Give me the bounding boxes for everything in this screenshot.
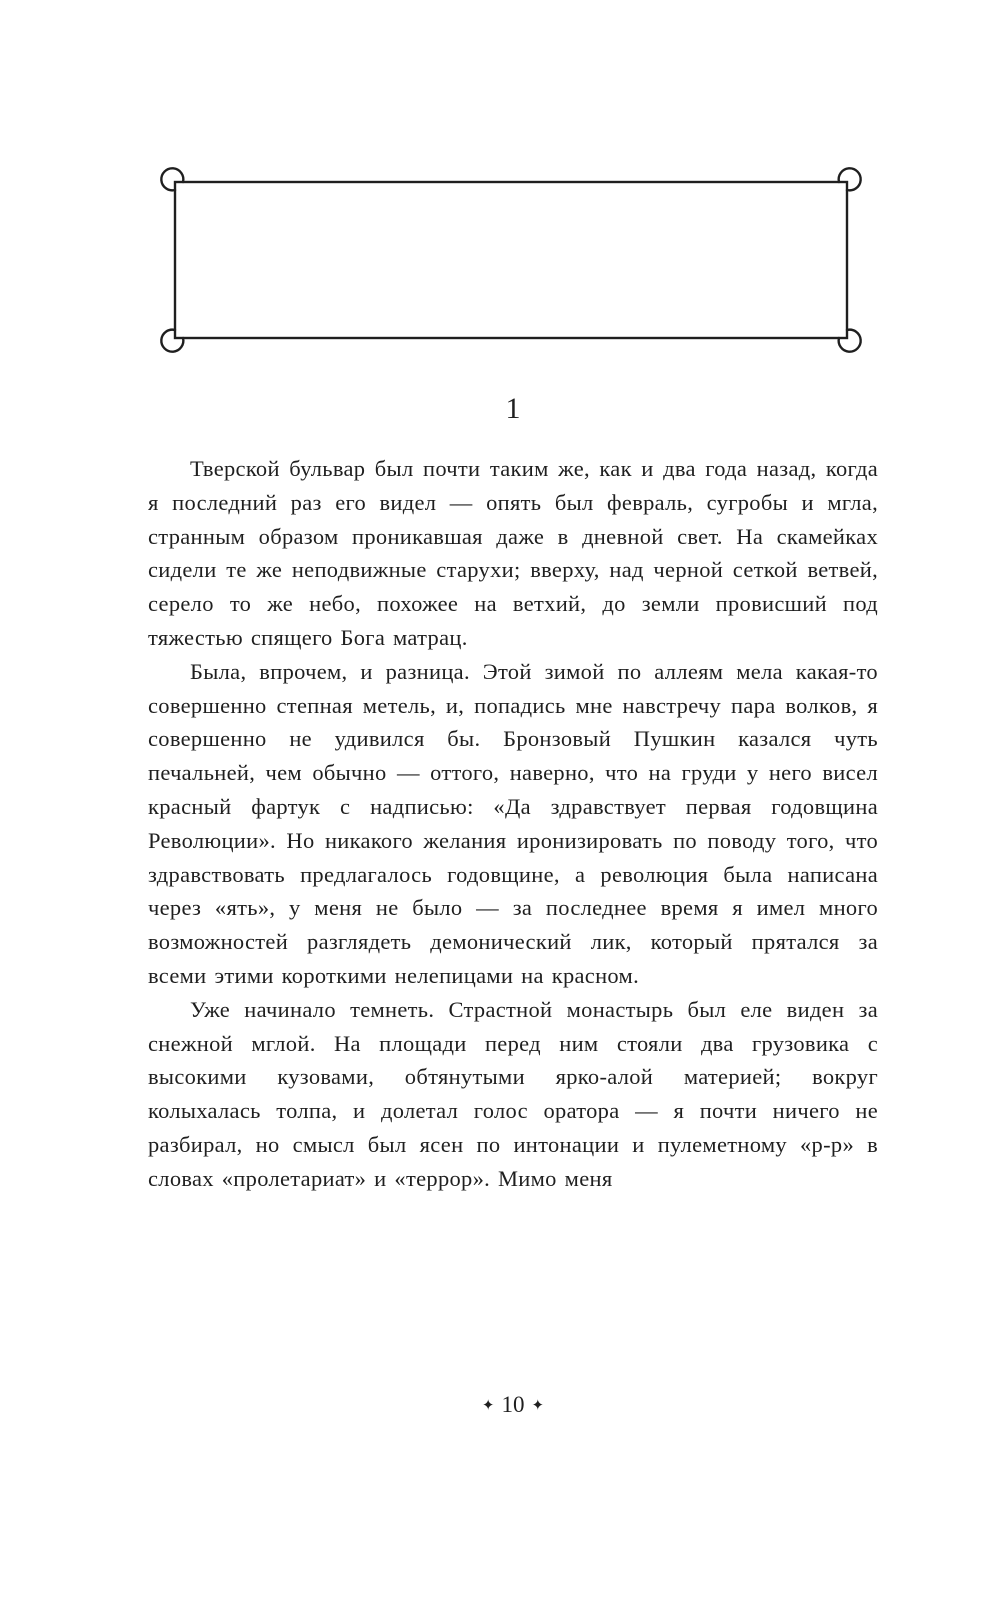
frame-corner-loop-top-left — [161, 168, 183, 190]
frame-corner-loop-top-right — [839, 168, 861, 190]
frame-corner-loop-bottom-left — [161, 330, 183, 352]
page-footer — [148, 1392, 878, 1418]
decorative-frame — [146, 154, 870, 364]
diamond-ornament-right-icon: ✦ — [531, 1398, 545, 1414]
page-number: 10 — [501, 1392, 525, 1417]
diamond-ornament-left-icon: ✦ — [481, 1398, 495, 1414]
frame-rectangle — [175, 182, 847, 338]
paragraph-1: Тверской бульвар был почти таким же, как и два года назад, когда я последний раз его видел — опять был февраль, сугробы и мгла, странным образом проникавшая даже в дневной свет. На скамейках сидели те же неподвижные старухи; вверху, над черной сеткой ветвей, серело то же небо, похожее на ветхий, до земли провисший под тяжестью спящего Бога матрац. — [148, 456, 878, 650]
text-block — [148, 452, 878, 1196]
chapter-number: 1 — [505, 392, 521, 425]
paragraph-2: Была, впрочем, и разница. Этой зимой по аллеям мела какая-то совершенно степная метель, и, попадись мне навстречу пара волков, я совершенно не удивился бы. Бронзовый Пушкин казался чуть печальней, чем обычно — оттого, наверно, что на груди у него висел красный фартук с надписью: «Да здравствует первая годовщина Революции». Но никакого желания иронизировать по поводу того, что здравствовать предлагалось годовщине, а революция была написана через «ять», у меня не было — за последнее время я имел много возможностей разглядеть демонический лик, который прятался за всеми этими короткими нелепицами на красном. — [148, 658, 878, 988]
frame-corner-loop-bottom-right — [839, 330, 861, 352]
paragraph-3: Уже начинало темнеть. Страстной монастырь был еле виден за снежной мглой. На площади перед ним стояли два грузовика с высокими кузовами, обтянутыми ярко-алой материей; вокруг колыхалась толпа, и долетал голос оратора — я почти ничего не разбирал, но смысл был ясен по интонации и пулеметному «р-р» в словах «пролетариат» и «террор». Мимо меня — [148, 996, 878, 1191]
